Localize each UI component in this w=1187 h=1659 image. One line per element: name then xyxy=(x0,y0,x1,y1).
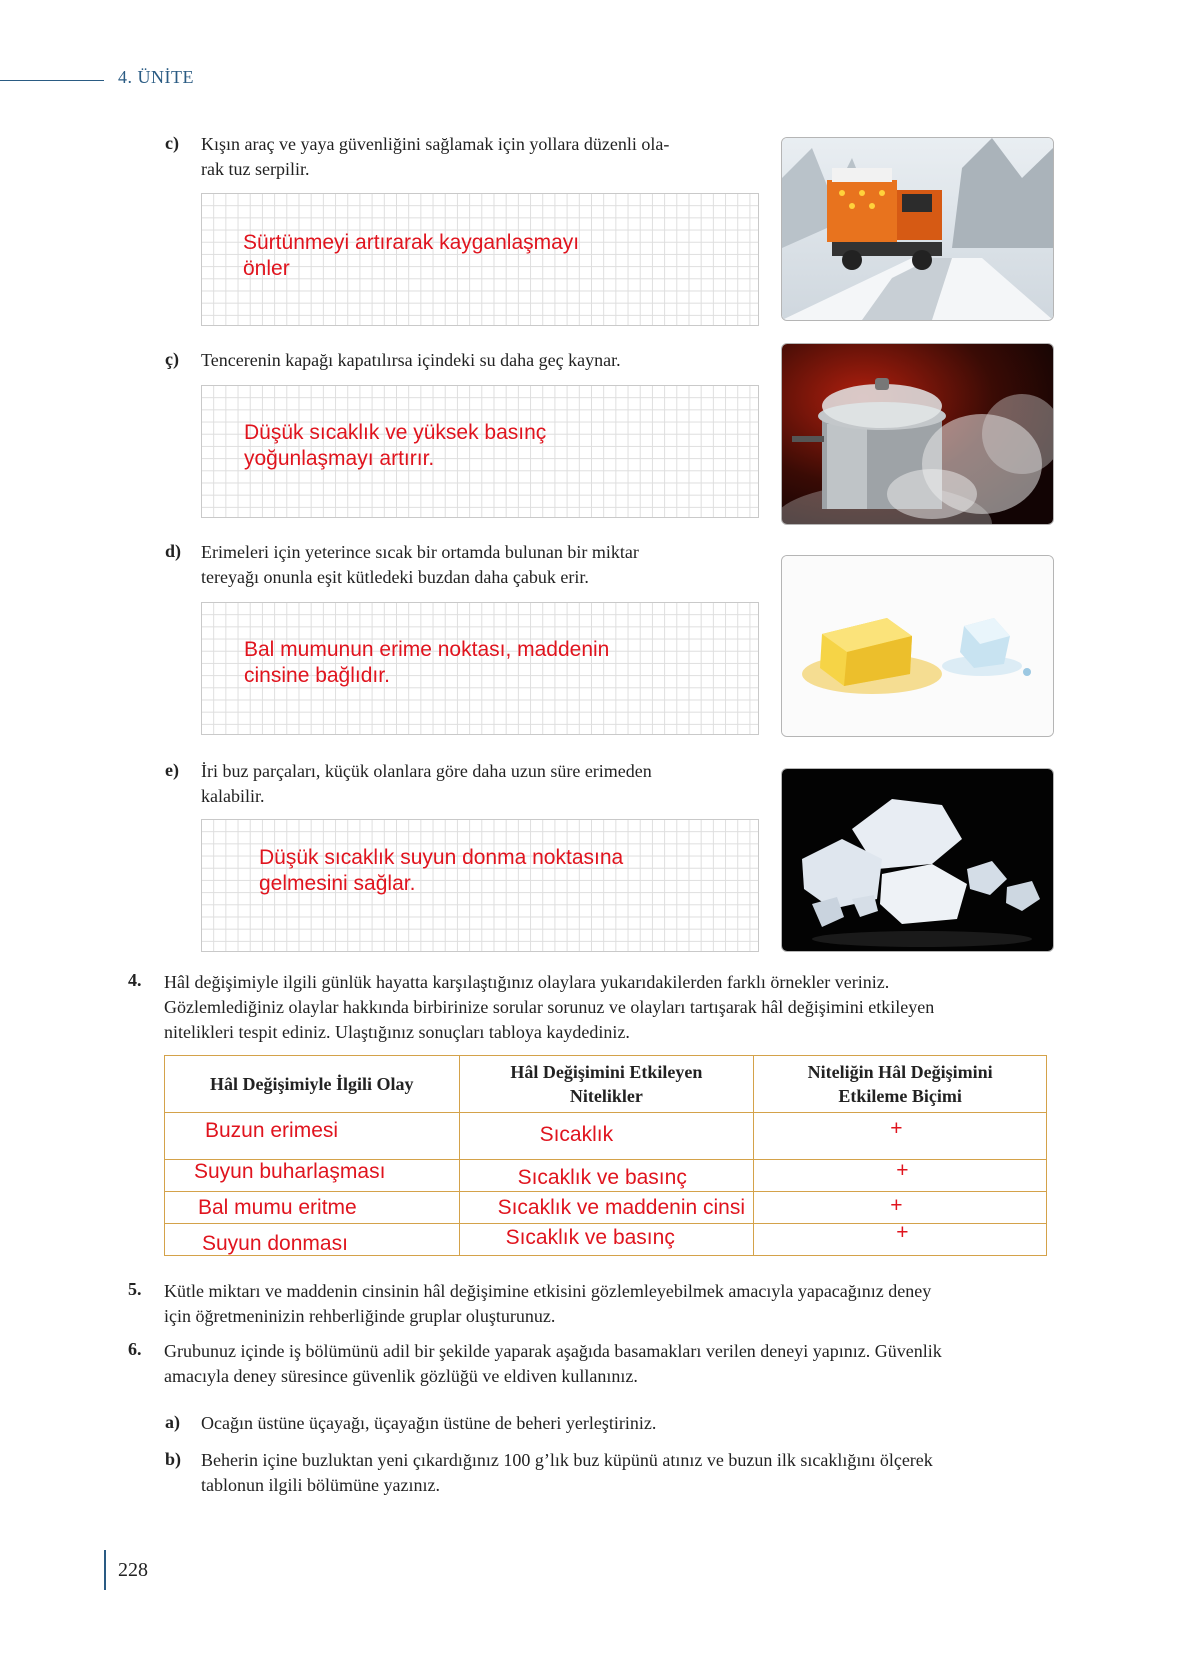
row3-event: Bal mumu eritme xyxy=(198,1196,357,1219)
row3-quality: Sıcaklık ve maddenin cinsi xyxy=(497,1196,746,1219)
q6-number: 6. xyxy=(128,1339,142,1359)
header-rule xyxy=(0,80,104,81)
q4-number: 4. xyxy=(128,970,142,990)
q6b-label: b) xyxy=(165,1449,182,1469)
item-cc-answer: Düşük sıcaklık ve yüksek basınç yoğunlaşmayı artırır. xyxy=(244,421,547,470)
table-row xyxy=(165,1224,1047,1256)
item-cc-text: Tencerenin kapağı kapatılırsa içindeki su daha geç kaynar. xyxy=(201,350,621,370)
item-c-answer-grid[interactable] xyxy=(201,193,759,326)
item-e-text: İri buz parçaları, küçük olanlara göre daha uzun süre erimeden kalabilir. xyxy=(201,761,652,806)
q6b-text: Beherin içine buzluktan yeni çıkardığınız 100 g’lık buz küpünü atınız ve buzun ilk sıcaklığını ölçerek tablonun ilgili bölümüne yazınız. xyxy=(201,1450,933,1495)
item-e-answer: Düşük sıcaklık suyun donma noktasına gelmesini sağlar. xyxy=(259,846,624,895)
q6a-text: Ocağın üstüne üçayağı, üçayağın üstüne de beheri yerleştiriniz. xyxy=(201,1413,657,1433)
q6a-label: a) xyxy=(165,1412,180,1432)
row4-quality: Sıcaklık ve basınç xyxy=(505,1226,675,1249)
row1-effect: + xyxy=(890,1117,903,1140)
header-effect: Niteliğin Hâl Değişimini Etkileme Biçimi xyxy=(754,1056,1047,1113)
item-e-label: e) xyxy=(165,760,179,780)
row2-event: Suyun buharlaşması xyxy=(194,1160,386,1183)
row2-effect: + xyxy=(896,1159,909,1182)
item-d-answer-grid[interactable] xyxy=(201,602,759,735)
salt-truck-image xyxy=(781,137,1054,321)
row2-quality: Sıcaklık ve basınç xyxy=(517,1166,687,1189)
item-cc-label: ç) xyxy=(165,349,179,369)
row1-event: Buzun erimesi xyxy=(205,1119,339,1142)
ice-chunks-image xyxy=(781,768,1054,952)
butter-and-ice-image xyxy=(781,555,1054,737)
q5-text: Kütle miktarı ve maddenin cinsinin hâl değişimine etkisini gözlemleyebilmek amacıyla yapacağınız deney için öğretmeninizin rehberliğinde gruplar oluşturunuz. xyxy=(164,1281,932,1326)
header-event: Hâl Değişimiyle İlgili Olay xyxy=(165,1056,460,1113)
row1-quality: Sıcaklık xyxy=(539,1123,614,1146)
item-d-text: Erimeleri için yeterince sıcak bir ortamda bulunan bir miktar tereyağı onunla eşit kütledeki buzdan daha çabuk erir. xyxy=(201,542,639,587)
q4-text: Hâl değişimiyle ilgili günlük hayatta karşılaştığınız olaylara yukarıdakilerden farklı örnekler veriniz. Gözlemlediğiniz olaylar hakkında birbirinize sorular sorunuz ve olayları tartışarak hâl değişimini etkileyen nitelikleri tespit ediniz. Ulaştığınız sonuçları tabloya kaydediniz. xyxy=(164,972,935,1042)
row3-effect: + xyxy=(890,1194,903,1217)
unit-title: 4. ÜNİTE xyxy=(118,67,194,87)
q5-number: 5. xyxy=(128,1279,142,1299)
item-e-answer-grid[interactable] xyxy=(201,819,759,952)
q6-text: Grubunuz içinde iş bölümünü adil bir şekilde yaparak aşağıda basamakları verilen deneyi yapınız. Güvenlik amacıyla deney süresince güvenlik gözlüğü ve eldiven kullanınız. xyxy=(164,1341,942,1386)
header-qualities: Hâl Değişimini Etkileyen Nitelikler xyxy=(459,1056,754,1113)
row4-effect: + xyxy=(896,1221,909,1244)
page-number-rule xyxy=(104,1550,106,1590)
table-row xyxy=(165,1113,1047,1160)
steaming-pot-image xyxy=(781,343,1054,525)
item-d-answer: Bal mumunun erime noktası, maddenin cinsine bağlıdır. xyxy=(244,638,610,687)
item-cc-answer-grid[interactable] xyxy=(201,385,759,518)
phase-change-table xyxy=(164,1055,1047,1256)
page-number: 228 xyxy=(118,1559,148,1581)
item-c-answer: Sürtünmeyi artırarak kayganlaşmayı önler xyxy=(243,231,580,280)
item-c-label: c) xyxy=(165,133,179,153)
table-row xyxy=(165,1192,1047,1224)
item-c-text: Kışın araç ve yaya güvenliğini sağlamak için yollara düzenli ola- rak tuz serpilir. xyxy=(201,134,670,179)
row4-event: Suyun donması xyxy=(202,1232,348,1255)
table-row xyxy=(165,1160,1047,1192)
table-header-row xyxy=(165,1056,1047,1113)
item-d-label: d) xyxy=(165,541,182,561)
